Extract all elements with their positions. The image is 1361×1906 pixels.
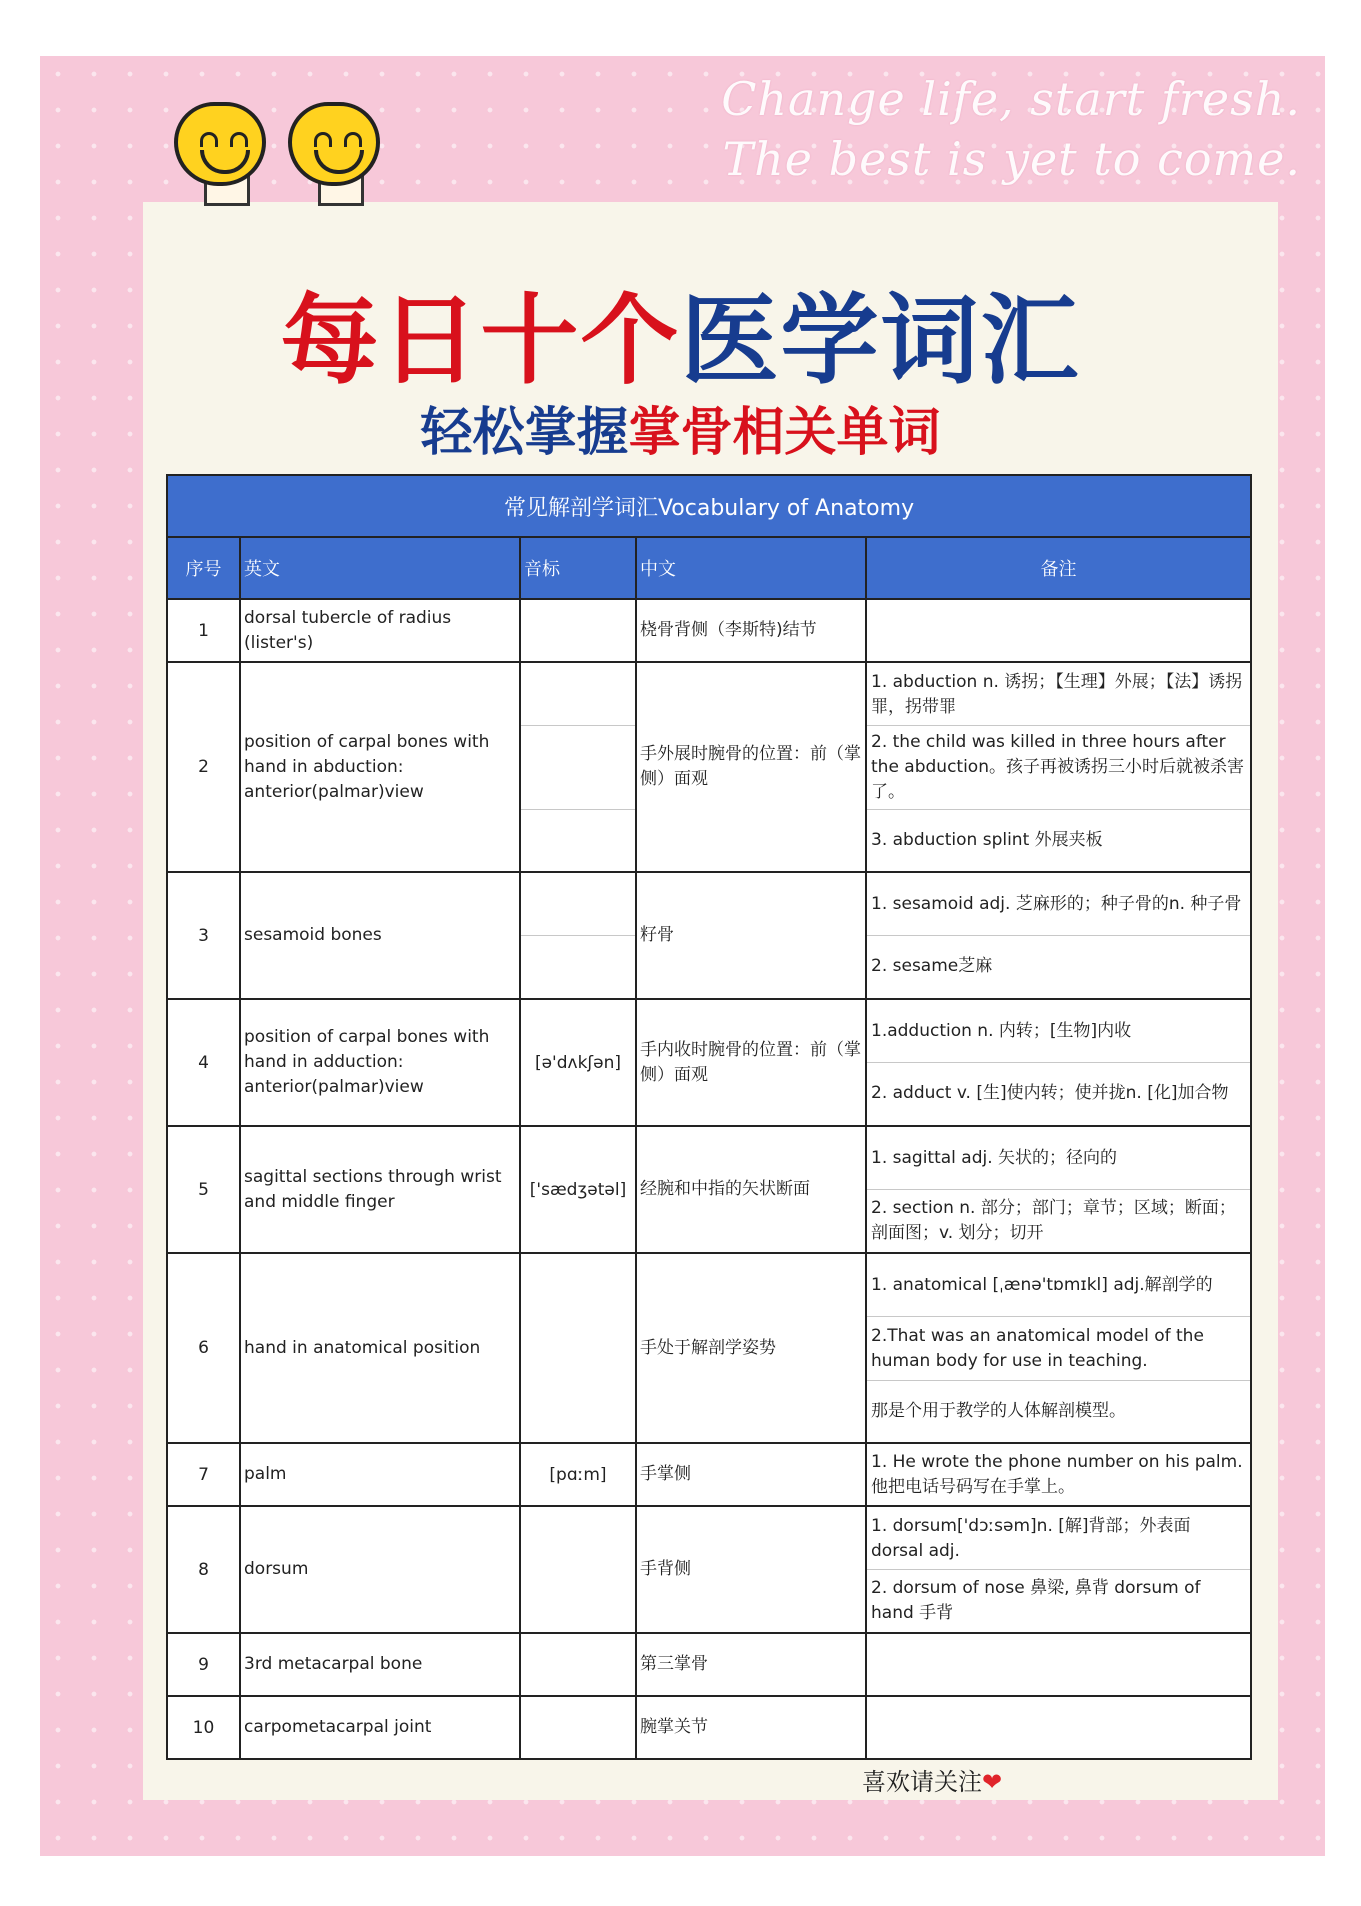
header-notes: 备注 bbox=[866, 537, 1251, 599]
row-english: 3rd metacarpal bone bbox=[240, 1633, 520, 1696]
row-index: 10 bbox=[167, 1696, 240, 1759]
note-item: 2. sesame芝麻 bbox=[871, 956, 993, 976]
row-english: position of carpal bones with hand in abduction: anterior(palmar)view bbox=[240, 662, 520, 872]
note-item: 3. abduction splint 外展夹板 bbox=[871, 829, 1103, 850]
slogan-line-2: The best is yet to come. bbox=[722, 132, 1301, 186]
row-english: sesamoid bones bbox=[240, 872, 520, 999]
row-phonetic bbox=[520, 1253, 636, 1443]
heart-icon: ❤ bbox=[982, 1768, 1003, 1796]
row-index: 8 bbox=[167, 1506, 240, 1633]
table-row bbox=[167, 1443, 1251, 1506]
follow-footer bbox=[862, 1762, 1002, 1797]
note-item: 2. dorsum of nose 鼻梁, 鼻背 dorsum of hand 手背 bbox=[871, 1577, 1201, 1623]
row-index: 4 bbox=[167, 999, 240, 1126]
page-subtitle bbox=[0, 390, 1361, 465]
row-notes bbox=[866, 1696, 1251, 1759]
row-phonetic bbox=[520, 872, 636, 999]
row-english: position of carpal bones with hand in adduction: anterior(palmar)view bbox=[240, 999, 520, 1126]
note-item: 那是个用于教学的人体解剖模型。 bbox=[871, 1400, 1126, 1421]
row-chinese: 手处于解剖学姿势 bbox=[636, 1253, 866, 1443]
row-index: 9 bbox=[167, 1633, 240, 1696]
table-row bbox=[167, 1696, 1251, 1759]
smiley-heart-icon bbox=[288, 102, 380, 186]
note-item: 2. section n. 部分；部门；章节；区域；断面；剖面图；v. 划分；切开 bbox=[871, 1197, 1236, 1243]
note-item: 1. sagittal adj. 矢状的；径向的 bbox=[867, 1128, 1250, 1190]
note-item: 1. abduction n. 诱拐；【生理】外展；【法】诱拐罪，拐带罪 bbox=[867, 664, 1250, 726]
row-chinese: 手背侧 bbox=[636, 1506, 866, 1633]
follow-text: 喜欢请关注 bbox=[862, 1768, 982, 1796]
row-chinese: 经腕和中指的矢状断面 bbox=[636, 1126, 866, 1253]
table-row bbox=[167, 1633, 1251, 1696]
page-subtitle-red: 掌骨相关单词 bbox=[628, 403, 941, 463]
header-english: 英文 bbox=[240, 537, 520, 599]
row-phonetic: [ə'dʌkʃən] bbox=[520, 999, 636, 1126]
row-chinese: 手掌侧 bbox=[636, 1443, 866, 1506]
row-notes bbox=[866, 1253, 1251, 1443]
header-index: 序号 bbox=[167, 537, 240, 599]
table-caption: 常见解剖学词汇Vocabulary of Anatomy bbox=[167, 475, 1251, 537]
table-row bbox=[167, 1126, 1251, 1253]
row-phonetic bbox=[520, 1506, 636, 1633]
row-index: 3 bbox=[167, 872, 240, 999]
row-notes bbox=[866, 599, 1251, 662]
page-title-blue: 医学词汇 bbox=[680, 284, 1081, 398]
note-item: 1. He wrote the phone number on his palm. 他把电话号码写在手掌上。 bbox=[871, 1451, 1243, 1497]
row-chinese: 桡骨背侧（李斯特)结节 bbox=[636, 599, 866, 662]
row-phonetic bbox=[520, 599, 636, 662]
row-index: 1 bbox=[167, 599, 240, 662]
row-english: hand in anatomical position bbox=[240, 1253, 520, 1443]
row-index: 7 bbox=[167, 1443, 240, 1506]
note-item: 2. adduct v. [生]使内转；使并拢n. [化]加合物 bbox=[871, 1083, 1229, 1103]
page-title-red: 每日十个 bbox=[280, 284, 681, 398]
row-notes bbox=[866, 1126, 1251, 1253]
row-notes bbox=[866, 999, 1251, 1126]
row-chinese: 籽骨 bbox=[636, 872, 866, 999]
header-phonetic: 音标 bbox=[520, 537, 636, 599]
row-phonetic bbox=[520, 1633, 636, 1696]
page-subtitle-blue: 轻松掌握 bbox=[420, 403, 629, 463]
row-phonetic: [pɑːm] bbox=[520, 1443, 636, 1506]
table-row bbox=[167, 1506, 1251, 1633]
table-row bbox=[167, 599, 1251, 662]
slogan-line-1: Change life, start fresh. bbox=[721, 72, 1301, 126]
table-row bbox=[167, 662, 1251, 872]
header-chinese: 中文 bbox=[636, 537, 866, 599]
row-english: dorsal tubercle of radius (lister's) bbox=[240, 599, 520, 662]
note-item: 2.That was an anatomical model of the human body for use in teaching. bbox=[867, 1317, 1250, 1381]
row-index: 2 bbox=[167, 662, 240, 872]
row-chinese: 手外展时腕骨的位置：前（掌侧）面观 bbox=[636, 662, 866, 872]
row-chinese: 手内收时腕骨的位置：前（掌侧）面观 bbox=[636, 999, 866, 1126]
row-phonetic bbox=[520, 662, 636, 872]
table-row bbox=[167, 999, 1251, 1126]
row-notes bbox=[866, 662, 1251, 872]
row-index: 5 bbox=[167, 1126, 240, 1253]
row-notes bbox=[866, 1633, 1251, 1696]
page-title bbox=[0, 262, 1361, 403]
row-chinese: 腕掌关节 bbox=[636, 1696, 866, 1759]
table-row bbox=[167, 872, 1251, 999]
table-row bbox=[167, 1253, 1251, 1443]
row-english: carpometacarpal joint bbox=[240, 1696, 520, 1759]
row-chinese: 第三掌骨 bbox=[636, 1633, 866, 1696]
note-item: 1.adduction n. 内转；[生物]内收 bbox=[867, 1001, 1250, 1063]
row-phonetic: ['sædʒətəl] bbox=[520, 1126, 636, 1253]
row-english: sagittal sections through wrist and middle finger bbox=[240, 1126, 520, 1253]
vocabulary-table bbox=[166, 474, 1252, 1760]
row-notes bbox=[866, 1443, 1251, 1506]
note-item: 2. the child was killed in three hours after the abduction。孩子再被诱拐三小时后就被杀害了。 bbox=[867, 726, 1250, 810]
note-item: 1. anatomical [ˌænə'tɒmɪkl] adj.解剖学的 bbox=[867, 1255, 1250, 1317]
row-english: palm bbox=[240, 1443, 520, 1506]
smiley-heart-icon bbox=[174, 102, 266, 186]
row-notes bbox=[866, 1506, 1251, 1633]
note-item: 1. dorsum['dɔːsəm]n. [解]背部；外表面 dorsal adj. bbox=[867, 1508, 1250, 1570]
row-phonetic bbox=[520, 1696, 636, 1759]
row-english: dorsum bbox=[240, 1506, 520, 1633]
note-item: 1. sesamoid adj. 芝麻形的；种子骨的n. 种子骨 bbox=[867, 874, 1250, 936]
row-index: 6 bbox=[167, 1253, 240, 1443]
row-notes bbox=[866, 872, 1251, 999]
